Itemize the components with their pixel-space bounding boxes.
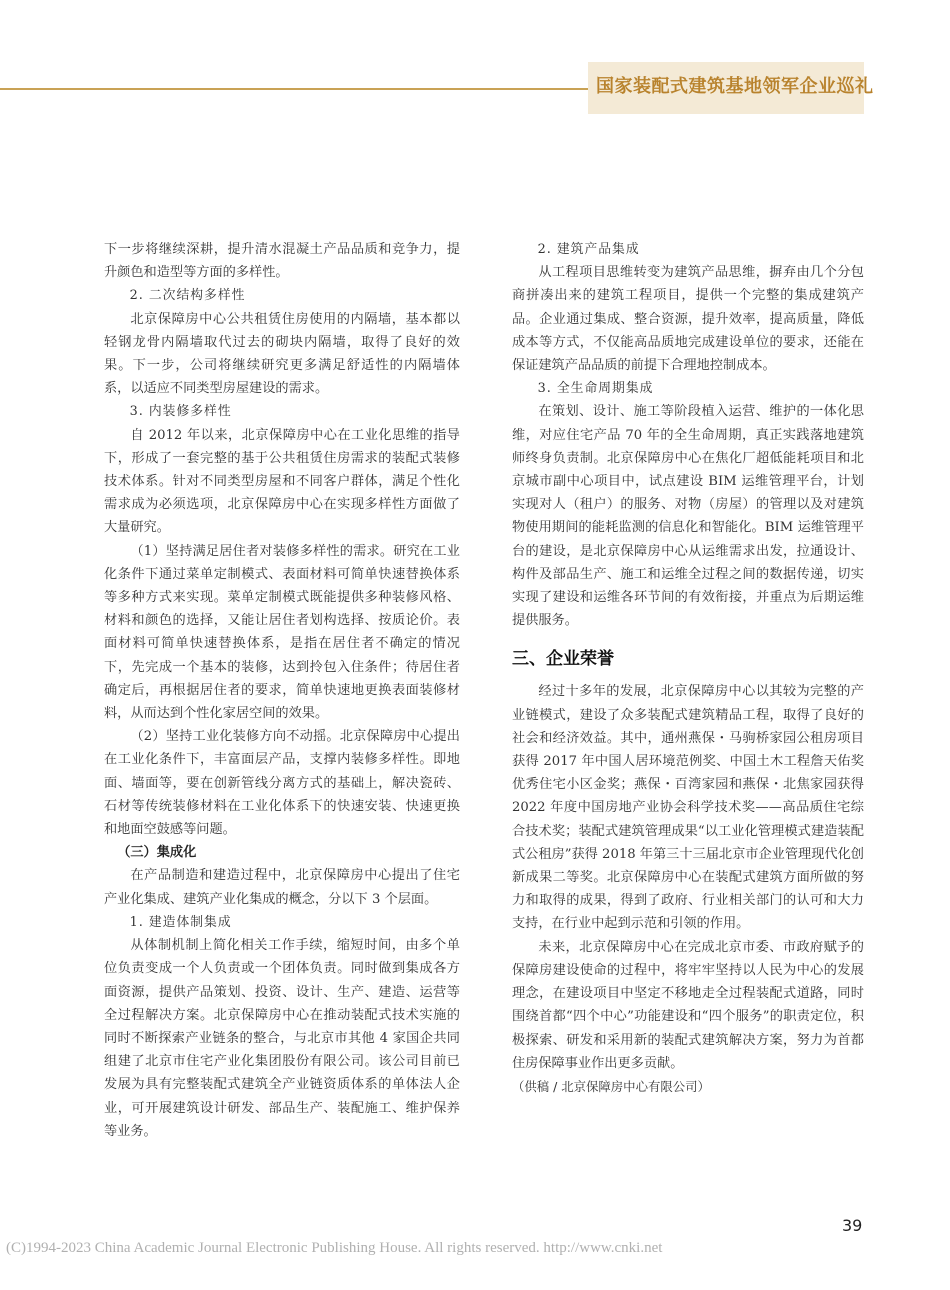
subheading: 1. 建造体制集成 — [129, 914, 232, 930]
subheading: 3. 全生命周期集成 — [537, 381, 654, 397]
paragraph: 从体制机制上简化相关工作手续，缩短时间，由多个单位负责变成一个人负责或一个团体负责。同时做到集成各方面资源，提供产品策划、投资、设计、生产、建造、运营等全过程解决方案。北京保障房中心在推动装配式技术实施的同时不断探索产业链条的整合，与北京市其他 4 家国企共同组建了北京市住宅产业化集团股份有限公司。该公司目前已发展为具有完整装配式建筑全产业链资质体系的单体法人企业，可开展建筑设计研发、部品生产、装配施工、维护保养等业务。 — [104, 938, 460, 1139]
paragraph: 从工程项目思维转变为建筑产品思维，摒弃由几个分包商拼凑出来的建筑工程项目，提供一个完整的集成建筑产品。企业通过集成、整合资源，提升效率，提高质量，降低成本等方式，不仅能高品质地完成建设单位的要求，还能在保证建筑产品品质的前提下合理地控制成本。 — [512, 265, 864, 374]
subheading: 2. 建筑产品集成 — [537, 242, 640, 257]
paragraph: 经过十多年的发展，北京保障房中心以其较为完整的产业链模式，建设了众多装配式建筑精品工程，取得了良好的社会和经济效益。其中，通州燕保・马驹桥家园公租房项目获得 2017 年中国人居环境范例奖、中国土木工程詹天佑奖优秀住宅小区金奖；燕保・百湾家园和燕保・北焦家园获得 2022 年度中国房地产业协会科学技术奖——高品质住宅综合技术奖；装配式建筑管理成果“以工业化管理模式建造装配式公租房”获得 2018 年第三十三届北京市企业管理现代化创新成果二等奖。北京保障房中心在装配式建筑方面所做的努力和取得的成果，得到了政府、行业相关部门的认可和大力支持，在行业中起到示范和引领的作用。 — [512, 684, 864, 932]
paragraph: （2）坚持工业化装修方向不动摇。北京保障房中心提出在工业化条件下，丰富面层产品，支撑内装修多样性。即地面、墙面等，要在创新管线分离方式的基础上，解决瓷砖、石材等传统装修材料在工业化体系下的快速安装、快速更换和地面空鼓感等问题。 — [104, 729, 460, 838]
subheading: 3. 内装修多样性 — [129, 404, 232, 420]
running-header-title: 国家装配式建筑基地领军企业巡礼 — [596, 76, 874, 97]
paragraph: 在策划、设计、施工等阶段植入运营、维护的一体化思维，对应住宅产品 70 年的全生命周期，真正实践落地建筑师终身负责制。北京保障房中心在焦化厂超低能耗项目和北京城市副中心项目中，试点建设 BIM 运维管理平台，计划实现对人（租户）的服务、对物（房屋）的管理以及对建筑物使用期间的能耗监测的信息化和智能化。BIM 运维管理平台的建设，是北京保障房中心从运维需求出发，拉通设计、构件及部品生产、施工和运维全过程之间的数据传递，切实实现了建设和运维各环节间的有效衔接，并重点为后期运维提供服务。 — [512, 404, 864, 629]
paragraph: （1）坚持满足居住者对装修多样性的需求。研究在工业化条件下通过菜单定制模式、表面材料可简单快速替换体系等多种方式来实现。菜单定制模式既能提供多种装修风格、材料和颜色的选择，又能让居住者划构选择、按质论价。表面材料可简单快速替换体系，是指在居住者不确定的情况下，先完成一个基本的装修，达到拎包入住条件；待居住者确定后，再根据居住者的要求，简单快速地更换表面装修材料，从而达到个性化家居空间的效果。 — [104, 543, 460, 722]
section-heading: 三、企业荣誉 — [512, 649, 614, 670]
paragraph: 自 2012 年以来，北京保障房中心在工业化思维的指导下，形成了一套完整的基于公共租赁住房需求的装配式装修技术体系。针对不同类型房屋和不同客户群体，满足个性化需求成为必须选项，北京保障房中心在实现多样性方面做了大量研究。 — [104, 427, 460, 536]
source-credit: （供稿 / 北京保障房中心有限公司） — [512, 1078, 710, 1094]
subheading: 2. 二次结构多样性 — [129, 288, 246, 304]
left-column — [104, 238, 460, 1143]
paragraph: 北京保障房中心公共租赁住房使用的内隔墙，基本都以轻钢龙骨内隔墙取代过去的砌块内隔墙，取得了良好的效果。下一步，公司将继续研究更多满足舒适性的内隔墙体系，以适应不同类型房屋建设的需求。 — [104, 311, 460, 397]
header-rule — [0, 88, 588, 90]
paragraph: 在产品制造和建造过程中，北京保障房中心提出了住宅产业化集成、建筑产业化集成的概念，分以下 3 个层面。 — [104, 868, 460, 907]
paragraph: 未来，北京保障房中心在完成北京市委、市政府赋予的保障房建设使命的过程中，将牢牢坚持以人民为中心的发展理念，在建设项目中坚定不移地走全过程装配式道路，同时围绕首都“四个中心”功能建设和“四个服务”的职责定位，积极探索、研发和采用新的装配式建筑解决方案，努力为首都住房保障事业作出更多贡献。 — [512, 939, 864, 1071]
right-column — [512, 238, 864, 1098]
subsection-heading: （三）集成化 — [117, 845, 197, 861]
copyright-watermark: (C)1994-2023 China Academic Journal Electronic Publishing House. All rights reserved. http://www.cnki.net — [6, 1240, 663, 1256]
paragraph: 下一步将继续深耕，提升清水混凝土产品品质和竞争力，提升颜色和造型等方面的多样性。 — [104, 242, 460, 281]
page-number: 39 — [842, 1216, 863, 1235]
